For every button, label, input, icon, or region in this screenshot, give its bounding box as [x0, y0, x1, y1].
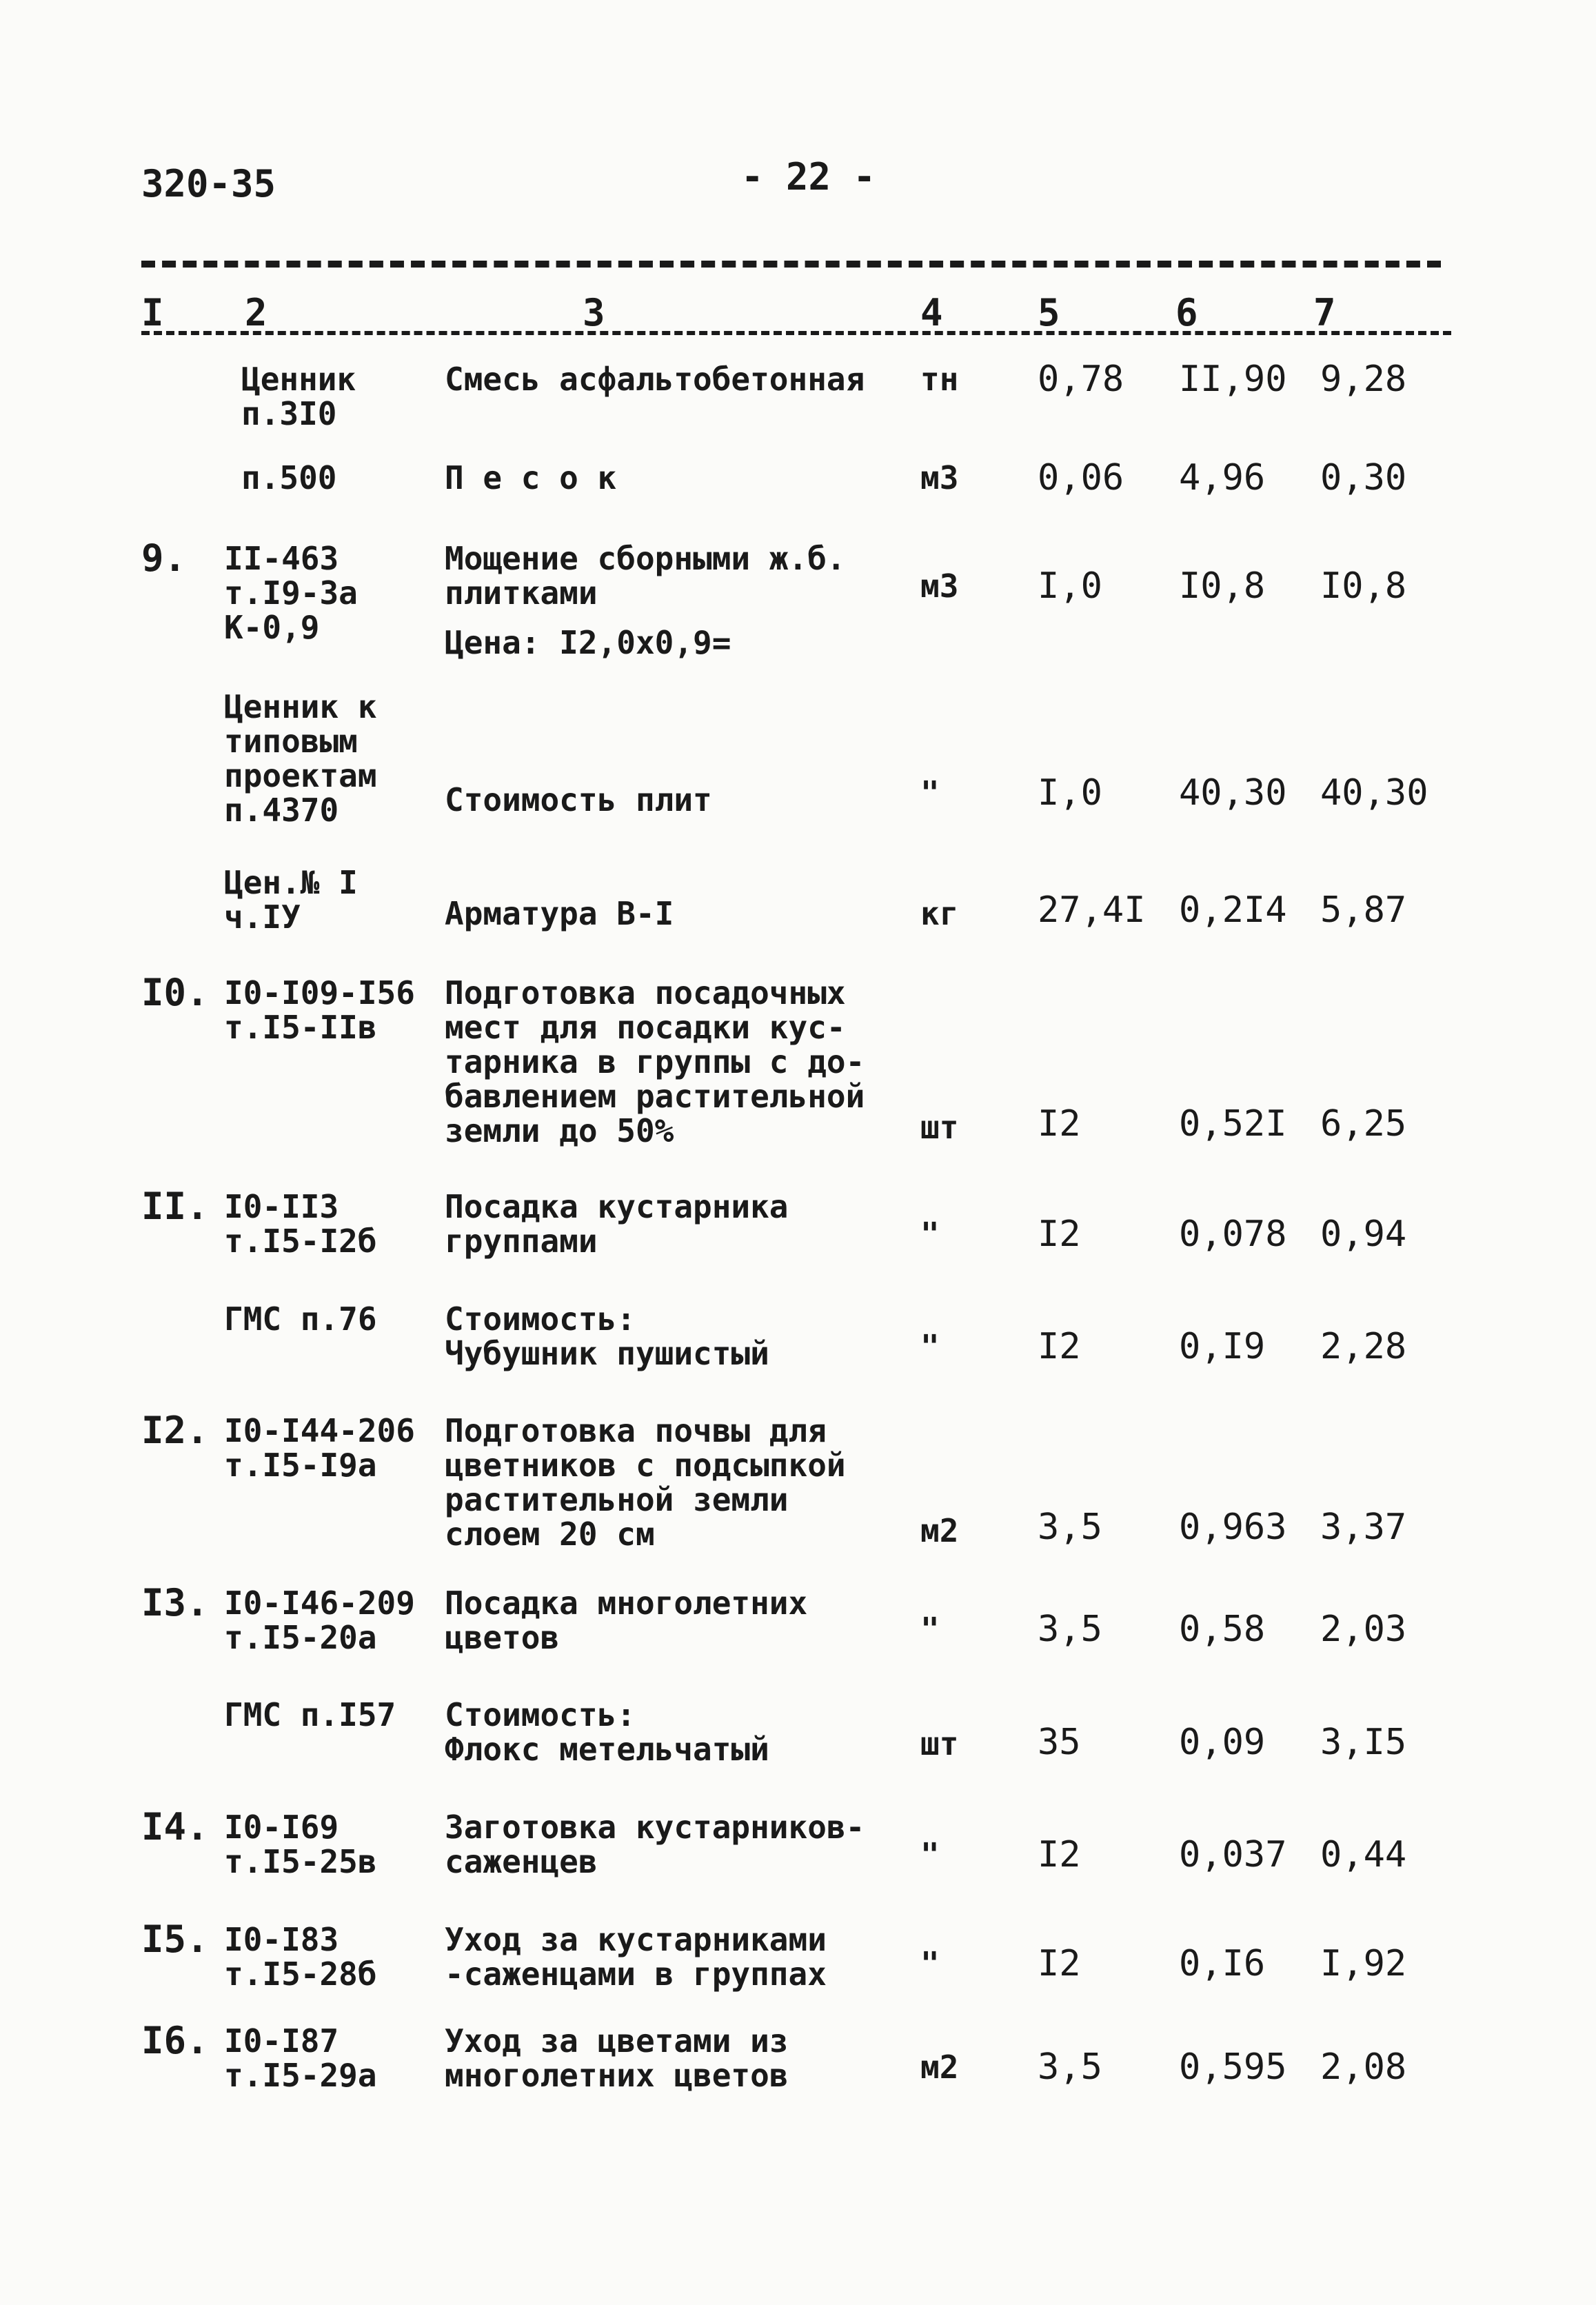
row-total: 6,25 — [1320, 1103, 1407, 1145]
row-description: Подготовка почвы для цветников с подсыпкой растительной земли слоем 20 см — [445, 1412, 846, 1553]
row-total: I0,8 — [1320, 565, 1407, 607]
row-code: II-463 т.I9-3а К-0,9 — [224, 540, 358, 646]
row-quantity: I,0 — [1038, 565, 1102, 607]
row-quantity: 0,06 — [1038, 457, 1124, 499]
row-unit: " — [920, 1611, 940, 1648]
row-total: 0,44 — [1320, 1834, 1407, 1875]
row-unit-price: 0,595 — [1179, 2046, 1287, 2088]
row-unit: шт — [920, 1725, 959, 1762]
row-number: I4. — [141, 1805, 209, 1849]
row-unit: м2 — [920, 2049, 959, 2086]
colnum-7: 7 — [1313, 291, 1336, 334]
row-total: 5,87 — [1320, 889, 1407, 931]
row-number: I3. — [141, 1581, 209, 1624]
column-number-underline — [141, 331, 1451, 335]
colnum-5: 5 — [1038, 291, 1060, 334]
row-unit: " — [920, 1945, 940, 1982]
page-number: - 22 - — [741, 155, 876, 199]
row-total: 2,28 — [1320, 1326, 1407, 1367]
row-total: 0,94 — [1320, 1214, 1407, 1255]
row-unit-price: 0,078 — [1179, 1214, 1287, 1255]
row-description: Стоимость: Чубушник пушистый — [445, 1300, 769, 1372]
row-price-note: Цена: I2,0x0,9= — [445, 624, 731, 661]
colnum-6: 6 — [1175, 291, 1198, 334]
row-unit-price: II,90 — [1179, 359, 1287, 400]
row-total: 0,30 — [1320, 457, 1407, 499]
colnum-3: 3 — [583, 291, 605, 334]
row-code: I0-I09-I56 т.I5-IIв — [224, 974, 415, 1046]
row-code: I0-I44-206 т.I5-I9а — [224, 1412, 415, 1484]
row-description: Уход за кустарниками -саженцами в группах — [445, 1921, 827, 1993]
row-total: 2,03 — [1320, 1609, 1407, 1650]
row-total: 2,08 — [1320, 2046, 1407, 2088]
row-unit-price: 0,2I4 — [1179, 889, 1287, 931]
row-number: I2. — [141, 1409, 209, 1452]
row-unit: " — [920, 774, 940, 812]
row-description: Заготовка кустарников- саженцев — [445, 1809, 865, 1880]
row-code: I0-II3 т.I5-I2б — [224, 1188, 377, 1260]
row-total: 9,28 — [1320, 359, 1407, 400]
row-description: Уход за цветами из многолетних цветов — [445, 2022, 789, 2094]
row-total: 3,I5 — [1320, 1722, 1407, 1763]
row-description: Стоимость: Флокс метельчатый — [445, 1696, 769, 1768]
row-unit-price: I0,8 — [1179, 565, 1266, 607]
row-unit: шт — [920, 1109, 959, 1146]
row-quantity: I,0 — [1038, 772, 1102, 814]
row-code: I0-I69 т.I5-25в — [224, 1809, 377, 1880]
row-number: 9. — [141, 536, 187, 580]
row-code: I0-I46-209 т.I5-20а — [224, 1584, 415, 1656]
row-code: ГМС п.I57 — [224, 1696, 396, 1733]
row-description: Посадка кустарника группами — [445, 1188, 789, 1260]
colnum-4: 4 — [920, 291, 943, 334]
row-code: п.500 — [241, 459, 337, 496]
row-description: П е с о к — [445, 459, 617, 496]
row-description: Мощение сборными ж.б. плитками — [445, 540, 846, 612]
row-description: Посадка многолетних цветов — [445, 1584, 808, 1656]
column-number-row — [141, 291, 1465, 346]
row-description: Арматура В-I — [445, 895, 674, 932]
row-unit: " — [920, 1216, 940, 1253]
row-unit-price: 40,30 — [1179, 772, 1287, 814]
row-unit-price: 0,52I — [1179, 1103, 1287, 1145]
row-code: Ценник п.3I0 — [241, 361, 356, 432]
row-unit: м3 — [920, 567, 959, 605]
row-quantity: I2 — [1038, 1943, 1081, 1984]
row-code: Цен.№ I ч.IУ — [224, 864, 358, 936]
row-description: Стоимость плит — [445, 781, 712, 818]
row-number: I5. — [141, 1918, 209, 1961]
row-unit: " — [920, 1328, 940, 1365]
row-unit-price: 0,I6 — [1179, 1943, 1266, 1984]
row-code: I0-I83 т.I5-28б — [224, 1921, 377, 1993]
row-unit-price: 0,58 — [1179, 1609, 1266, 1650]
row-quantity: 0,78 — [1038, 359, 1124, 400]
colnum-2: 2 — [245, 291, 267, 334]
row-quantity: 3,5 — [1038, 1609, 1102, 1650]
row-number: II. — [141, 1185, 209, 1228]
row-quantity: 27,4I — [1038, 889, 1146, 931]
row-quantity: 3,5 — [1038, 1507, 1102, 1548]
row-quantity: I2 — [1038, 1834, 1081, 1875]
row-code: ГМС п.76 — [224, 1300, 377, 1338]
row-total: 3,37 — [1320, 1507, 1407, 1548]
row-unit: м2 — [920, 1512, 959, 1549]
row-unit: кг — [920, 895, 959, 932]
row-unit-price: 0,037 — [1179, 1834, 1287, 1875]
row-code: I0-I87 т.I5-29а — [224, 2022, 377, 2094]
colnum-1: I — [141, 291, 164, 334]
row-unit-price: 0,I9 — [1179, 1326, 1266, 1367]
row-code: Ценник к типовым проектам п.4370 — [224, 688, 377, 829]
row-total: 40,30 — [1320, 772, 1428, 814]
row-quantity: I2 — [1038, 1326, 1081, 1367]
top-divider — [141, 261, 1441, 268]
row-number: I6. — [141, 2019, 209, 2062]
row-total: I,92 — [1320, 1943, 1407, 1984]
row-unit-price: 4,96 — [1179, 457, 1266, 499]
row-unit: " — [920, 1836, 940, 1873]
row-quantity: I2 — [1038, 1214, 1081, 1255]
row-description: Подготовка посадочных мест для посадки кус- тарника в группы с до- бавлением растительной земли до 50% — [445, 974, 865, 1149]
row-unit: тн — [920, 361, 959, 398]
row-quantity: 3,5 — [1038, 2046, 1102, 2088]
row-description: Смесь асфальтобетонная — [445, 361, 865, 398]
row-unit-price: 0,09 — [1179, 1722, 1266, 1763]
doc-code: 320-35 — [141, 162, 276, 205]
row-quantity: I2 — [1038, 1103, 1081, 1145]
row-unit: м3 — [920, 459, 959, 496]
row-quantity: 35 — [1038, 1722, 1081, 1763]
row-unit-price: 0,963 — [1179, 1507, 1287, 1548]
row-number: I0. — [141, 971, 209, 1014]
